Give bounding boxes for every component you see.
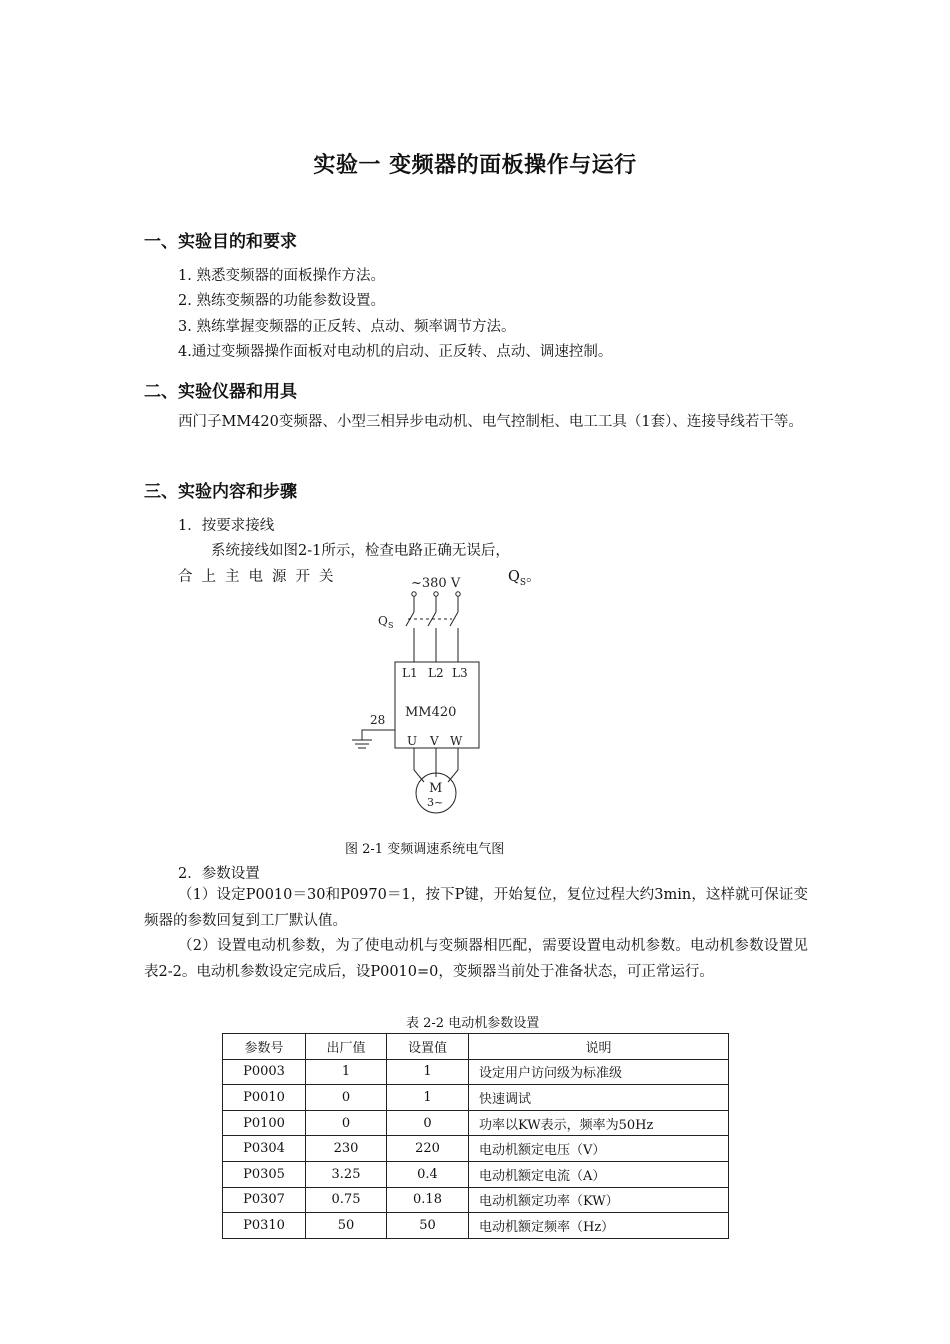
motor-phase-label: 3~: [427, 796, 444, 809]
step2-title: 2．参数设置: [178, 866, 260, 882]
cell-setting: 0.18: [387, 1187, 469, 1213]
section-heading-equipment: 二、实验仪器和用具: [144, 382, 297, 402]
cell-factory: 1: [306, 1059, 387, 1085]
cell-factory: 50: [306, 1213, 387, 1239]
objective-item: 2. 熟练变频器的功能参数设置。: [178, 293, 385, 309]
terminal-l2: L2: [428, 666, 444, 680]
motor-label: M: [429, 781, 443, 796]
terminal-u: U: [407, 734, 418, 748]
column-header-description: 说明: [469, 1034, 729, 1060]
cell-description: 设定用户访问级为标准级: [469, 1059, 729, 1085]
cell-setting: 1: [387, 1059, 469, 1085]
cell-factory: 0: [306, 1085, 387, 1111]
section-heading-procedure: 三、实验内容和步骤: [144, 482, 297, 502]
ground-terminal-label: 28: [370, 713, 386, 727]
cell-factory: 3.25: [306, 1161, 387, 1187]
table-caption: 表 2-2 电动机参数设置: [406, 1016, 540, 1031]
objective-item: 1. 熟悉变频器的面板操作方法。: [178, 268, 385, 284]
cell-setting: 1: [387, 1085, 469, 1111]
step1-text: 系统接线如图2-1所示，检查电路正确无误后，: [211, 543, 510, 559]
cell-param: P0305: [223, 1161, 306, 1187]
step1-text-qs: [508, 565, 541, 588]
step1-title: 1．按要求接线: [178, 518, 275, 534]
table-row: [223, 1136, 729, 1162]
switch-label-sub: S: [388, 621, 394, 630]
table-row: [223, 1059, 729, 1085]
terminal-v: V: [430, 734, 439, 748]
supply-terminal: [412, 592, 416, 596]
terminal-w: W: [450, 734, 463, 748]
cell-setting: 0: [387, 1110, 469, 1136]
page-title: 实验一 变频器的面板操作与运行: [313, 153, 637, 178]
qs-label: Q: [508, 569, 520, 585]
cell-description: 电动机额定电压（V）: [469, 1136, 729, 1162]
equipment-paragraph: 西门子MM420变频器、小型三相异步电动机、电气控制柜、电工工具（1套）、连接导线若干等。: [178, 414, 803, 430]
cell-setting: 50: [387, 1213, 469, 1239]
step1-text-switch: 合上主电源开关: [178, 569, 343, 585]
cell-description: 快速调试: [469, 1085, 729, 1111]
column-header-factory: 出厂值: [306, 1034, 387, 1060]
cell-factory: 0: [306, 1110, 387, 1136]
table-row: [223, 1187, 729, 1213]
cell-param: P0010: [223, 1085, 306, 1111]
ground-wire: [362, 730, 395, 740]
supply-voltage-label: ~380 V: [411, 576, 461, 591]
figure-caption: 图 2-1 变频调速系统电气图: [345, 842, 505, 857]
step2-paragraph-2: （2）设置电动机参数，为了使电动机与变频器相匹配，需要设置电动机参数。电动机参数设置见表2-2。电动机参数设定完成后，设P0010=0，变频器当前处于准备状态，可正常运行。: [144, 938, 808, 980]
cell-description: 电动机额定功率（KW）: [469, 1187, 729, 1213]
switch-label: Q: [378, 614, 388, 628]
motor-wire: [448, 748, 458, 782]
motor-parameter-table: [222, 1033, 729, 1239]
supply-terminal: [456, 592, 460, 596]
supply-terminal: [434, 592, 438, 596]
column-header-setting: 设置值: [387, 1034, 469, 1060]
table-row: [223, 1161, 729, 1187]
qs-subscript: S: [519, 577, 527, 588]
inverter-model-label: MM420: [405, 705, 457, 720]
cell-param: P0307: [223, 1187, 306, 1213]
cell-factory: 230: [306, 1136, 387, 1162]
column-header-param: 参数号: [223, 1034, 306, 1060]
cell-param: P0310: [223, 1213, 306, 1239]
wiring-diagram: [340, 570, 500, 815]
cell-setting: 220: [387, 1136, 469, 1162]
objective-item: 3. 熟练掌握变频器的正反转、点动、频率调节方法。: [178, 319, 516, 335]
cell-factory: 0.75: [306, 1187, 387, 1213]
table-row: [223, 1085, 729, 1111]
cell-param: P0304: [223, 1136, 306, 1162]
section-heading-objectives: 一、实验目的和要求: [144, 232, 297, 252]
cell-setting: 0.4: [387, 1161, 469, 1187]
cell-description: 电动机额定频率（Hz）: [469, 1213, 729, 1239]
table-row: [223, 1110, 729, 1136]
terminal-l3: L3: [452, 666, 468, 680]
period: 。: [526, 569, 541, 585]
step2-paragraph-1: （1）设定P0010＝30和P0970＝1，按下P键，开始复位，复位过程大约3min，这样就可保证变频器的参数回复到工厂默认值。: [144, 887, 808, 929]
terminal-l1: L1: [402, 666, 418, 680]
objective-item: 4.通过变频器操作面板对电动机的启动、正反转、点动、调速控制。: [178, 344, 613, 360]
table-header-row: [223, 1034, 729, 1060]
cell-description: 功率以KW表示，频率为50Hz: [469, 1110, 729, 1136]
cell-param: P0100: [223, 1110, 306, 1136]
cell-description: 电动机额定电流（A）: [469, 1161, 729, 1187]
cell-param: P0003: [223, 1059, 306, 1085]
motor-wire: [414, 748, 424, 782]
table-row: [223, 1213, 729, 1239]
